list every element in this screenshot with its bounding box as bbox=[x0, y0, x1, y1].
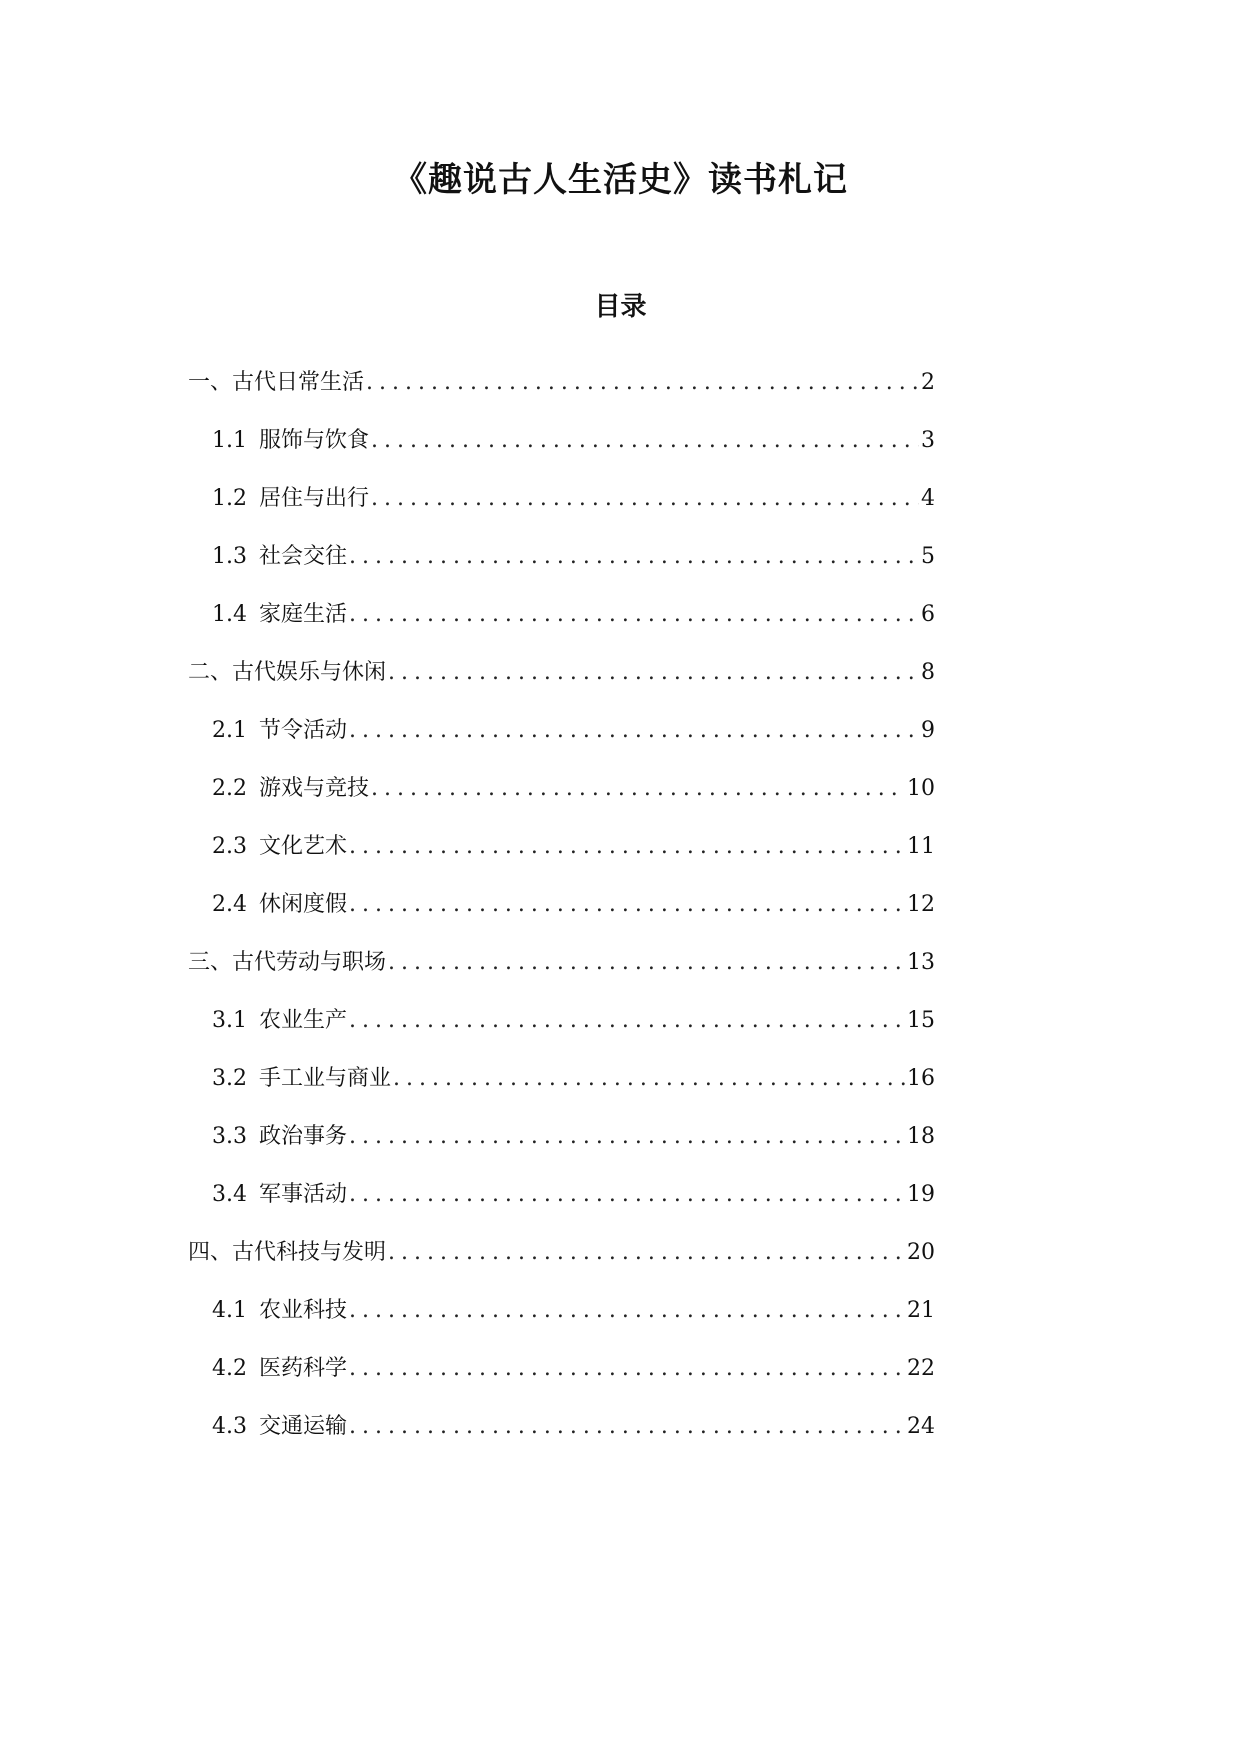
toc-entry-label: 农业科技 bbox=[259, 1298, 348, 1323]
toc-entry-number: 1.1 bbox=[212, 428, 247, 453]
toc-leader-dots bbox=[386, 1233, 905, 1273]
toc-entry-label: 文化艺术 bbox=[259, 834, 348, 859]
toc-page-number: 12 bbox=[907, 892, 935, 917]
toc-entry-label: 手工业与商业 bbox=[259, 1066, 392, 1091]
toc-entry[interactable] bbox=[0, 421, 1241, 461]
toc-entry-number: 3.4 bbox=[212, 1182, 247, 1207]
toc-entry[interactable] bbox=[0, 885, 1241, 925]
toc-entry-label: 政治事务 bbox=[259, 1124, 348, 1149]
toc-entry-label: 医药科学 bbox=[259, 1356, 348, 1381]
toc-entry-label: 游戏与竞技 bbox=[259, 776, 370, 801]
toc-leader-dots bbox=[347, 1001, 905, 1041]
toc-entry[interactable] bbox=[0, 537, 1241, 577]
toc-entry[interactable] bbox=[0, 943, 1241, 983]
toc-entry-number: 2.2 bbox=[212, 776, 247, 801]
toc-page-number: 19 bbox=[907, 1182, 935, 1207]
toc-entry[interactable] bbox=[0, 1349, 1241, 1389]
toc-leader-dots bbox=[347, 885, 905, 925]
toc-entry-label: 社会交往 bbox=[259, 544, 348, 569]
toc-page-number: 22 bbox=[907, 1356, 935, 1381]
document-title: 《趣说古人生活史》读书札记 bbox=[393, 160, 848, 200]
toc-entry-label: 服饰与饮食 bbox=[259, 428, 370, 453]
toc-page-number: 3 bbox=[921, 428, 935, 453]
toc-leader-dots bbox=[369, 421, 919, 461]
toc-leader-dots bbox=[347, 1117, 905, 1157]
toc-page-number: 21 bbox=[907, 1298, 935, 1323]
toc-page-number: 11 bbox=[907, 834, 935, 859]
toc-entry-number: 4.2 bbox=[212, 1356, 247, 1381]
toc-page-number: 20 bbox=[907, 1240, 935, 1265]
toc-entry[interactable] bbox=[0, 711, 1241, 751]
toc-entry-number: 1.4 bbox=[212, 602, 247, 627]
toc-leader-dots bbox=[347, 537, 919, 577]
toc-page-number: 9 bbox=[921, 718, 935, 743]
toc-entry[interactable] bbox=[0, 595, 1241, 635]
toc-page-number: 8 bbox=[921, 660, 935, 685]
toc-entry-number: 4.3 bbox=[212, 1414, 247, 1439]
toc-page-number: 6 bbox=[921, 602, 935, 627]
toc-entry[interactable] bbox=[0, 1233, 1241, 1273]
toc-entry-number: 2.3 bbox=[212, 834, 247, 859]
toc-leader-dots bbox=[347, 595, 919, 635]
toc-page-number: 24 bbox=[907, 1414, 935, 1439]
toc-leader-dots bbox=[347, 711, 919, 751]
toc-page-number: 2 bbox=[921, 370, 935, 395]
toc-entry[interactable] bbox=[0, 653, 1241, 693]
toc-leader-dots bbox=[347, 1291, 905, 1331]
toc-entry-number: 3.2 bbox=[212, 1066, 247, 1091]
toc-leader-dots bbox=[347, 1349, 905, 1389]
toc-leader-dots bbox=[347, 1407, 905, 1447]
toc-entry[interactable] bbox=[0, 363, 1241, 403]
toc-entry-number: 2.4 bbox=[212, 892, 247, 917]
toc-entry-number: 1.3 bbox=[212, 544, 247, 569]
toc-entry[interactable] bbox=[0, 1117, 1241, 1157]
toc-entry-label: 交通运输 bbox=[259, 1414, 348, 1439]
toc-leader-dots bbox=[364, 363, 919, 403]
toc-entry-label: 居住与出行 bbox=[259, 486, 370, 511]
toc-entry-label: 节令活动 bbox=[259, 718, 348, 743]
toc-page-number: 10 bbox=[907, 776, 935, 801]
toc-entry-label: 四、古代科技与发明 bbox=[188, 1240, 387, 1265]
toc-entry[interactable] bbox=[0, 479, 1241, 519]
toc-entry[interactable] bbox=[0, 769, 1241, 809]
toc-page-number: 5 bbox=[921, 544, 935, 569]
toc-entry[interactable] bbox=[0, 1175, 1241, 1215]
toc-entry-label: 军事活动 bbox=[259, 1182, 348, 1207]
toc-entry-number: 3.1 bbox=[212, 1008, 247, 1033]
toc-leader-dots bbox=[347, 827, 905, 867]
toc-entry[interactable] bbox=[0, 1291, 1241, 1331]
toc-entry[interactable] bbox=[0, 1407, 1241, 1447]
toc-page-number: 13 bbox=[907, 950, 935, 975]
toc-leader-dots bbox=[391, 1059, 905, 1099]
toc-leader-dots bbox=[386, 943, 905, 983]
toc-page-number: 15 bbox=[907, 1008, 935, 1033]
toc-entry-number: 3.3 bbox=[212, 1124, 247, 1149]
toc-leader-dots bbox=[386, 653, 919, 693]
toc-entry-label: 休闲度假 bbox=[259, 892, 348, 917]
toc-entry-label: 家庭生活 bbox=[259, 602, 348, 627]
toc-page-number: 16 bbox=[907, 1066, 935, 1091]
toc-entry[interactable] bbox=[0, 1059, 1241, 1099]
toc-entry-label: 三、古代劳动与职场 bbox=[188, 950, 387, 975]
toc-entry-number: 4.1 bbox=[212, 1298, 247, 1323]
toc-entry[interactable] bbox=[0, 827, 1241, 867]
toc-leader-dots bbox=[369, 479, 919, 519]
toc-entry-number: 1.2 bbox=[212, 486, 247, 511]
toc-entry-label: 一、古代日常生活 bbox=[188, 370, 365, 395]
toc-entry-label: 二、古代娱乐与休闲 bbox=[188, 660, 387, 685]
toc-entry[interactable] bbox=[0, 1001, 1241, 1041]
toc-heading: 目录 bbox=[594, 292, 647, 322]
toc-leader-dots bbox=[369, 769, 905, 809]
toc-leader-dots bbox=[347, 1175, 905, 1215]
toc-entry-label: 农业生产 bbox=[259, 1008, 348, 1033]
toc-entry-number: 2.1 bbox=[212, 718, 247, 743]
toc-page-number: 4 bbox=[921, 486, 935, 511]
toc-page-number: 18 bbox=[907, 1124, 935, 1149]
